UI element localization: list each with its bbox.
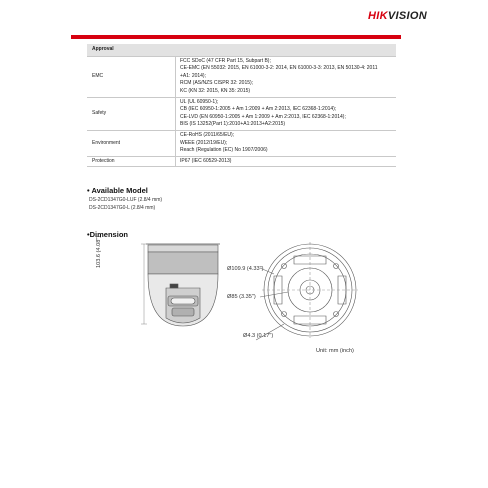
value-line: CE-EMC (EN 55032: 2015, EN 61000-3-2: 2014, EN 61000-3-3: 2013, EN 50130-4: 2011 [180, 65, 378, 72]
row-values [176, 130, 397, 156]
camera-top-view [256, 242, 358, 340]
row-values [176, 97, 397, 130]
value-line: FCC SDoC (47 CFR Part 15, Subpart B); [180, 57, 271, 64]
table-row [87, 56, 396, 97]
table-row [87, 97, 396, 130]
camera-side-view [141, 244, 220, 326]
value-line: CE-RoHS (2011/65/EU); [180, 131, 235, 138]
row-values [176, 156, 397, 167]
approval-header-row [87, 44, 396, 56]
row-category: Protection [87, 156, 176, 167]
hole-diameter-label: Ø4.3 (0.17") [243, 333, 274, 339]
brand-logo: HIKVISION [368, 10, 427, 22]
inner-diameter-label: Ø85 (3.35") [227, 294, 256, 300]
approval-table [87, 44, 396, 167]
value-line: CE-LVD (EN 60950-1:2005 + Am 1:2009 + Am 2:2013, IEC 62368-1:2014); [180, 113, 346, 120]
value-line: IP67 (IEC 60529-2013) [180, 157, 232, 164]
value-line: Reach (Regulation (EC) No 1907/2006) [180, 147, 268, 154]
row-category: Safety [87, 97, 176, 130]
table-row [87, 156, 396, 167]
row-values [176, 56, 397, 97]
model-item: DS-2CD1347G0-LUF (2.8/4 mm) [89, 197, 163, 203]
unit-label: Unit: mm (inch) [316, 348, 354, 354]
table-row [87, 130, 396, 156]
dimension-heading: •Dimension [87, 230, 128, 239]
available-model-heading: • Available Model [87, 186, 148, 195]
value-line: RCM (AS/NZS CISPR 32: 2015); [180, 80, 254, 87]
value-line: BIS (IS 13252(Part 1):2010+A1:2013+A2:2015) [180, 121, 286, 128]
approval-header: Approval [87, 44, 396, 56]
header-accent-bar [71, 35, 401, 39]
value-line: WEEE (2012/19/EU); [180, 139, 228, 146]
value-line: UL (UL 60950-1); [180, 98, 219, 105]
height-dimension-label: 103.6 (4.08") [96, 235, 102, 268]
value-line: CB (IEC 60950-1:2005 + Am 1:2009 + Am 2:2013, IEC 62368-1:2014); [180, 106, 337, 113]
value-line: KC (KN 32: 2015, KN 35: 2015) [180, 87, 251, 94]
outer-diameter-label: Ø109.9 (4.33") [227, 266, 264, 272]
model-item: DS-2CD1347G0-L (2.8/4 mm) [89, 205, 156, 211]
value-line: +A1: 2014); [180, 72, 206, 79]
row-category: Environment [87, 130, 176, 156]
row-category: EMC [87, 56, 176, 97]
